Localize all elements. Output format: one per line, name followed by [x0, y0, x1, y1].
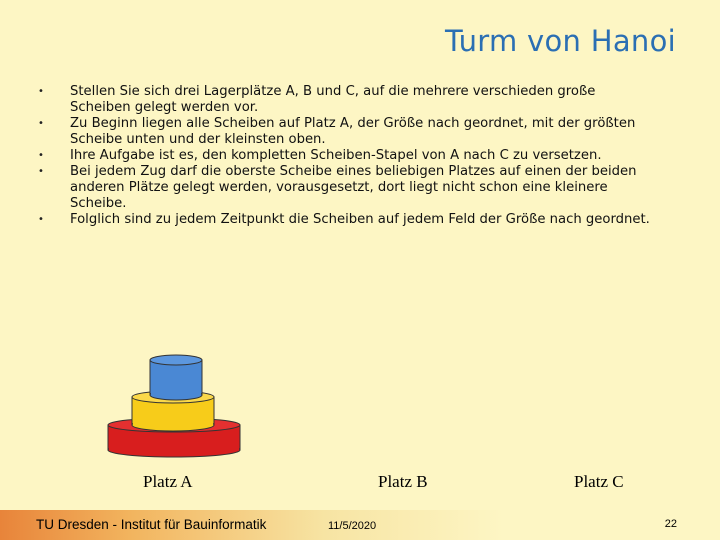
- bullet-list: [38, 84, 658, 228]
- bullet-item: [38, 148, 658, 164]
- bullet-text: Ihre Aufgabe ist es, den kompletten Scheiben-Stapel von A nach C zu versetzen.: [70, 148, 602, 163]
- bullet-text: Stellen Sie sich drei Lagerplätze A, B und C, auf die mehrere verschieden große Scheiben gelegt werden vor.: [70, 84, 596, 115]
- footer-bar: [0, 510, 720, 540]
- bullet-dot-icon: •: [38, 214, 44, 225]
- bullet-dot-icon: •: [38, 118, 44, 129]
- bullet-text: Bei jedem Zug darf die oberste Scheibe eines beliebigen Platzes auf einen der beiden anderen Plätze gelegt werden, vorausgesetzt, dort liegt nicht schon eine kleinere Scheibe.: [70, 164, 637, 211]
- footer-date: 11/5/2020: [328, 520, 377, 532]
- bullet-dot-icon: •: [38, 86, 44, 97]
- platz-b-label: Platz B: [378, 472, 428, 491]
- bullet-dot-icon: •: [38, 150, 44, 161]
- small-disc: [150, 355, 202, 400]
- platz-c-label: Platz C: [574, 472, 624, 491]
- footer-institution: TU Dresden - Institut für Bauinformatik: [36, 517, 267, 532]
- page-number: 22: [664, 518, 677, 530]
- bullet-item: [38, 212, 658, 228]
- slide-title: Turm von Hanoi: [444, 24, 676, 58]
- bullet-item: [38, 164, 658, 212]
- platz-a-label: Platz A: [143, 472, 193, 491]
- bullet-dot-icon: •: [38, 166, 44, 177]
- bullet-text: Folglich sind zu jedem Zeitpunkt die Scheiben auf jedem Feld der Größe nach geordnet.: [70, 212, 650, 227]
- bullet-text: Zu Beginn liegen alle Scheiben auf Platz A, der Größe nach geordnet, mit der größten Scheibe unten und der kleinsten oben.: [70, 116, 636, 147]
- disc-tower: [100, 350, 250, 462]
- bullet-item: [38, 116, 658, 148]
- bullet-item: [38, 84, 658, 116]
